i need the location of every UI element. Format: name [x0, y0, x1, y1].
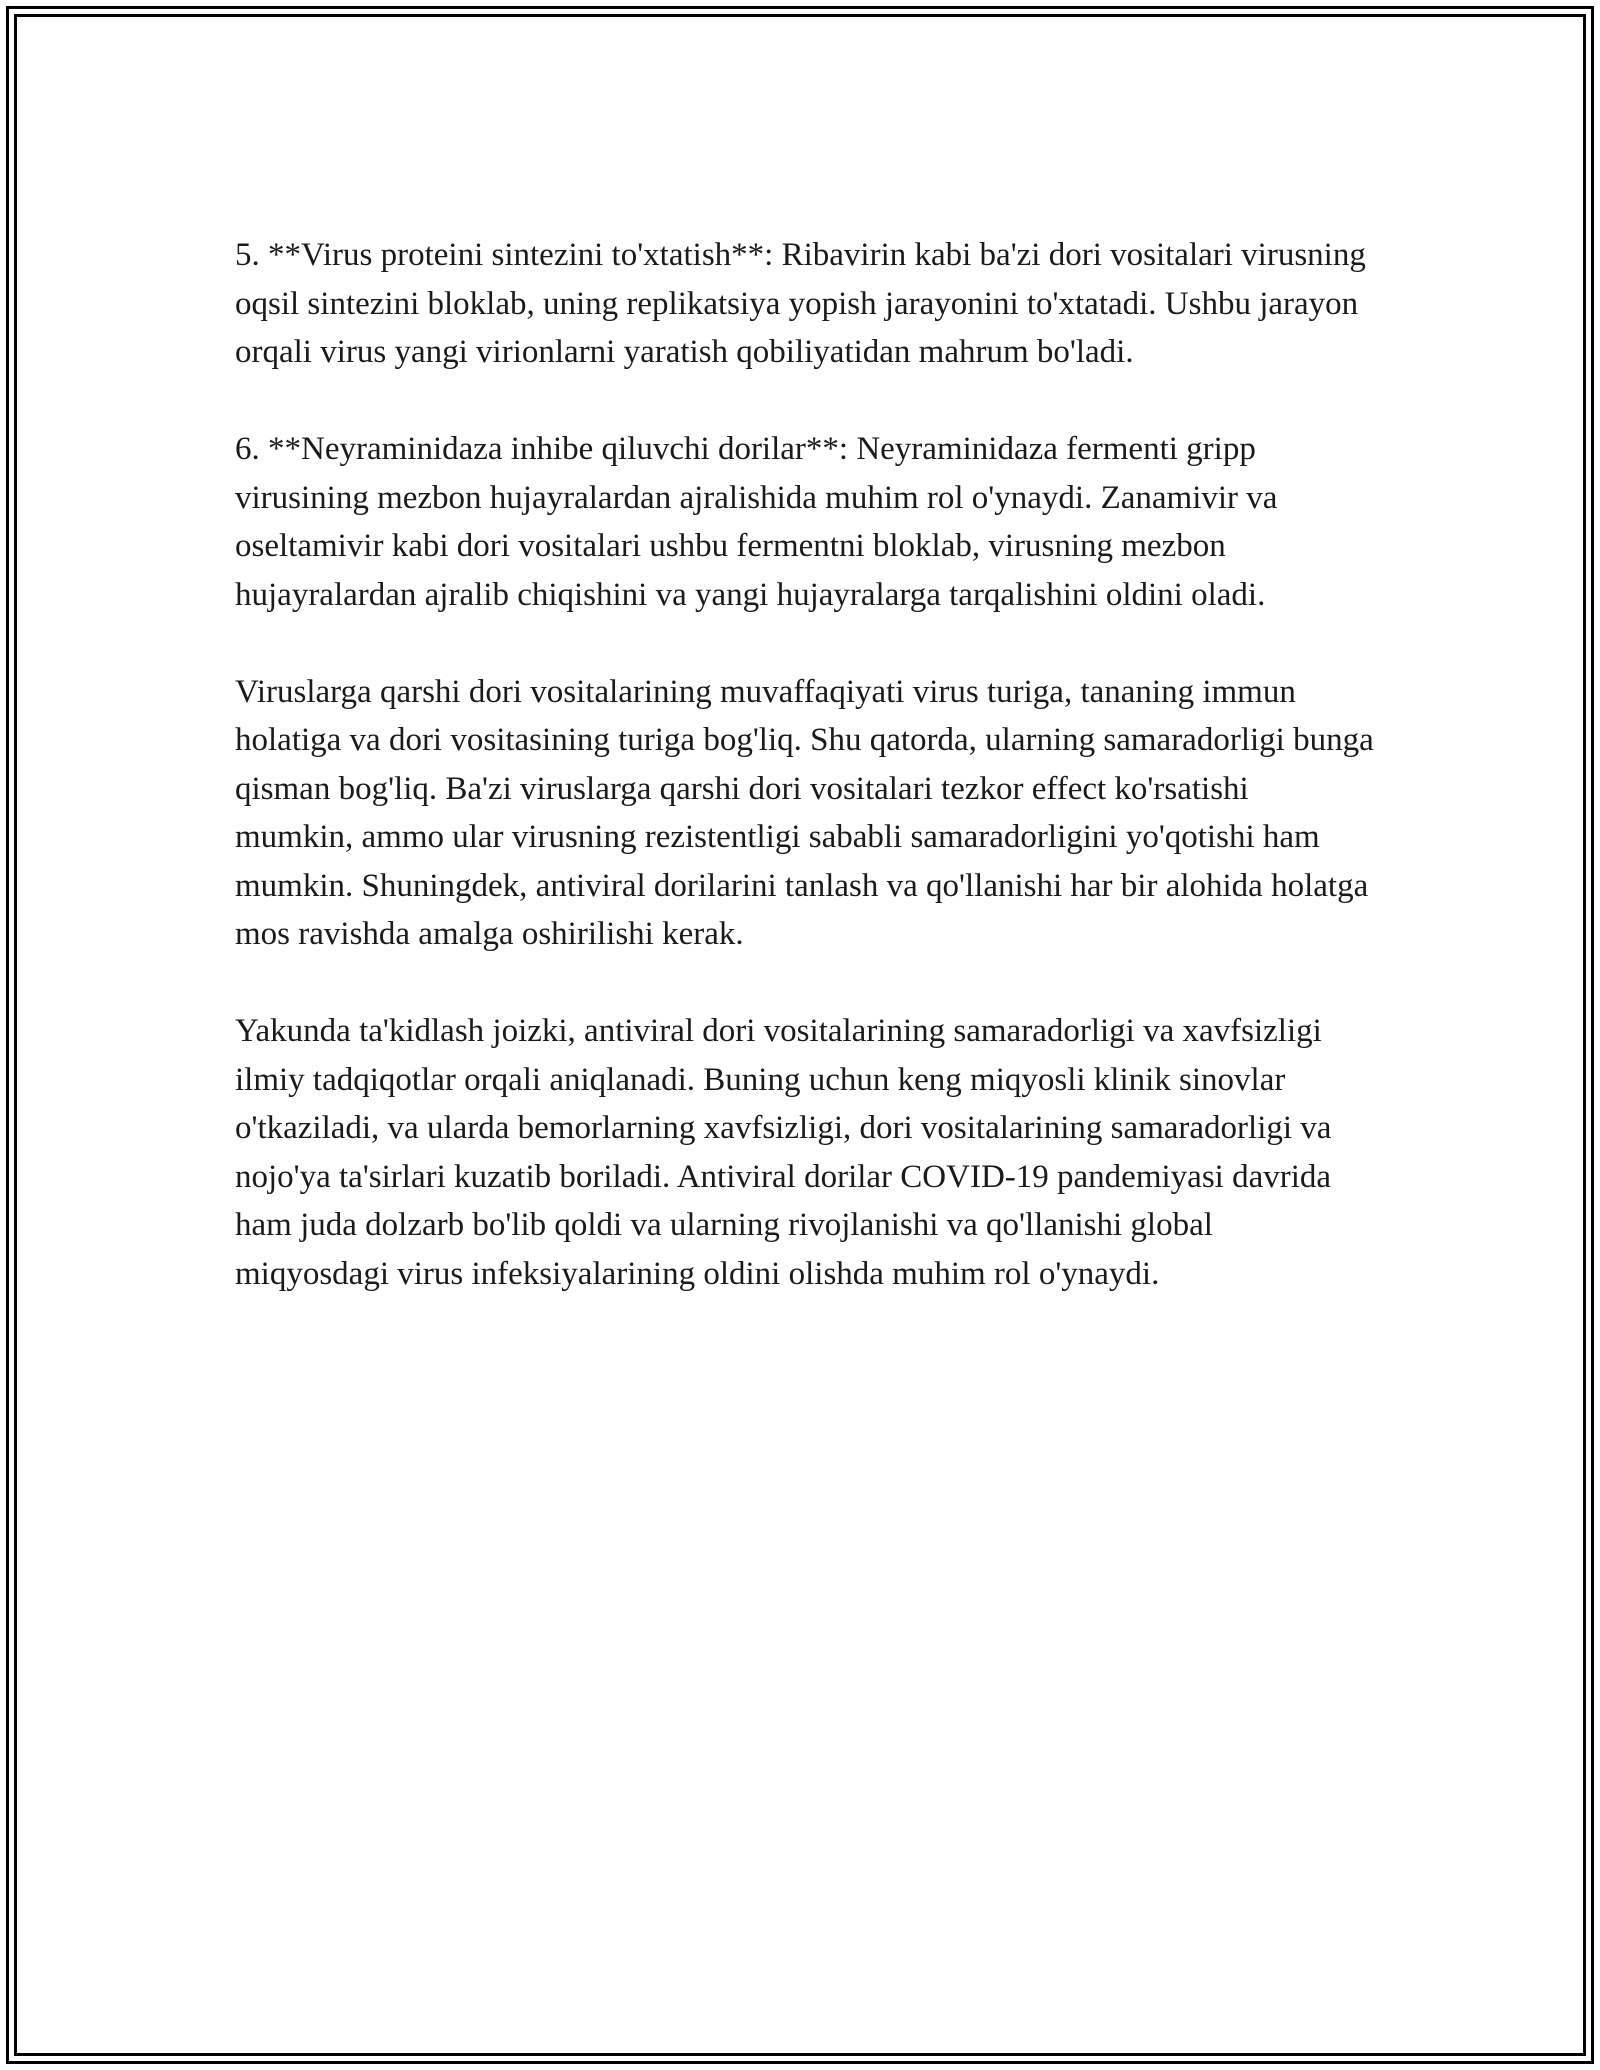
paragraph-efficacy: Viruslarga qarshi dori vositalarining muvaffaqiyati virus turiga, tananing immun holatiga va dori vositasining turiga bog'liq. Shu qatorda, ularning samaradorligi bunga qisman bog'liq. Ba'zi viruslarga qarshi dori vositalari tezkor effect ko'rsatishi mumkin, ammo ular virusning rezistentligi sababli samaradorligini yo'qotishi ham mumkin. Shuningdek, antiviral dorilarini tanlash va qo'llanishi har bir alohida holatga mos ravishda amalga oshirilishi kerak. — [235, 673, 1374, 952]
paragraph-neuraminidase-inhibitors: 6. **Neyraminidaza inhibe qiluvchi dorilar**: Neyraminidaza fermenti gripp virusining mezbon hujayralardan ajralishida muhim rol o'ynaydi. Zanamivir va oseltamivir kabi dori vositalari ushbu fermentni bloklab, virusning mezbon hujayralardan ajralib chiqishini va yangi hujayralarga tarqalishini oldini oladi. — [235, 431, 1278, 613]
paragraph-conclusion: Yakunda ta'kidlash joizki, antiviral dori vositalarining samaradorligi va xavfsizligi ilmiy tadqiqotlar orqali aniqlanadi. Buning uchun keng miqyosli klinik sinovlar o'tkaziladi, va ularda bemorlarning xavfsizligi, dori vositalarining samaradorligi va nojo'ya ta'sirlari kuzatib boriladi. Antiviral dorilar COVID-19 pandemiyasi davrida ham juda dolzarb bo'lib qoldi va ularning rivojlanishi va qo'llanishi global miqyosdagi virus infeksiyalarining oldini olishda muhim rol o'ynaydi. — [235, 1013, 1332, 1292]
paragraph-protein-synthesis: 5. **Virus proteini sintezini to'xtatish**: Ribavirin kabi ba'zi dori vositalari virusning oqsil sintezini bloklab, uning replikatsiya yopish jarayonini to'xtatadi. Ushbu jarayon orqali virus yangi virionlarni yaratish qobiliyatidan mahrum bo'ladi. — [235, 237, 1366, 370]
document-body — [235, 231, 1375, 1298]
